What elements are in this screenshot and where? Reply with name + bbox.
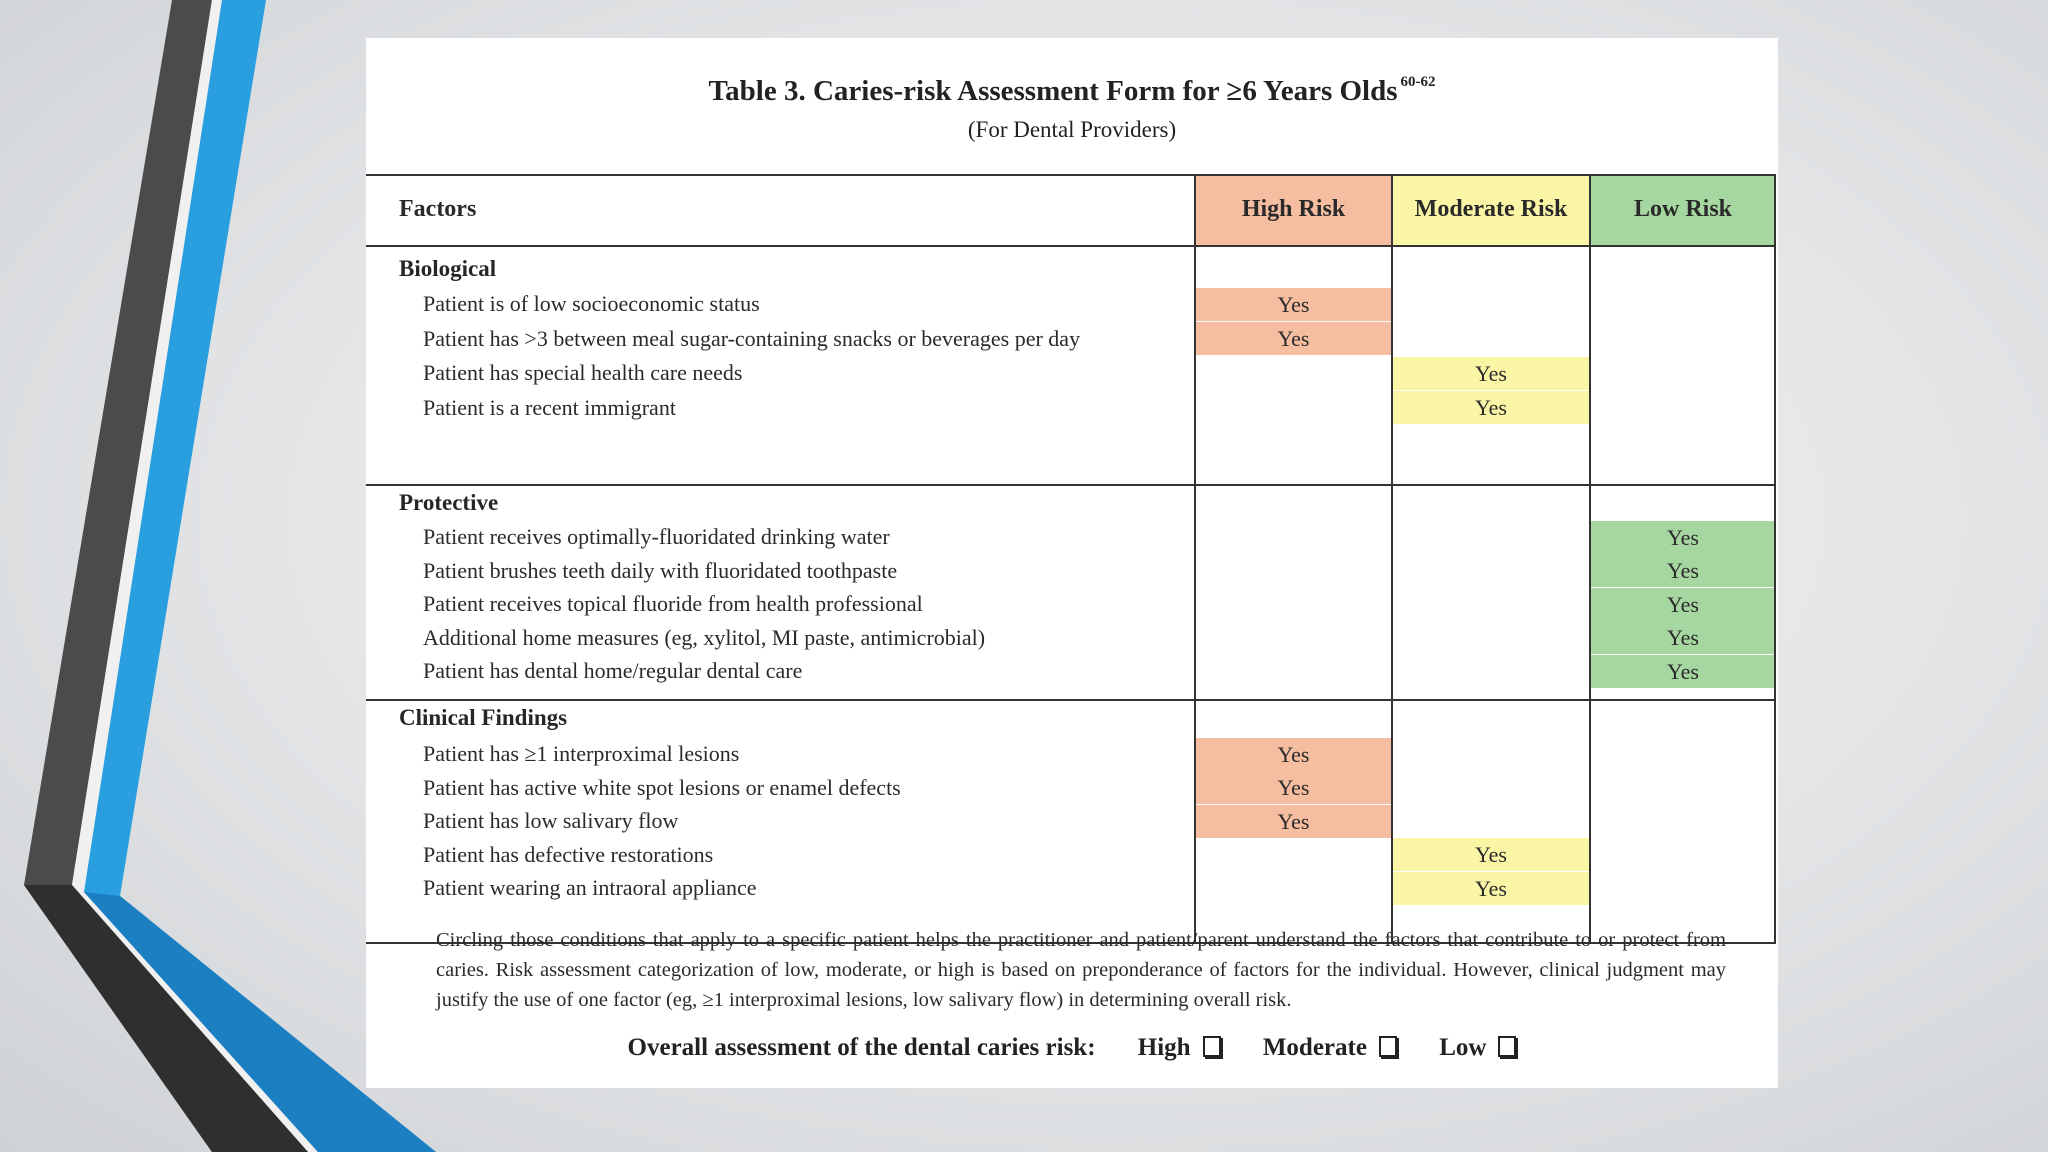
checkbox-moderate[interactable] xyxy=(1379,1036,1397,1057)
checkbox-low[interactable] xyxy=(1498,1036,1516,1057)
overall-assessment-label: Overall assessment of the dental caries risk: xyxy=(627,1034,1096,1061)
table-rule-top xyxy=(366,174,1776,176)
section-label: Clinical Findings xyxy=(399,705,568,730)
table-title-text: Table 3. Caries-risk Assessment Form for ≥6 Years Olds xyxy=(708,75,1398,107)
table-rule-section xyxy=(366,484,1776,486)
factor-text: Patient wearing an intraoral appliance xyxy=(423,875,757,900)
yes-moderate-cell: Yes xyxy=(1392,391,1590,424)
yes-low-cell: Yes xyxy=(1590,621,1776,654)
option-moderate-label: Moderate xyxy=(1262,1034,1367,1061)
header-low-risk-label: Low Risk xyxy=(1633,196,1733,222)
yes-low-cell: Yes xyxy=(1590,554,1776,587)
option-low[interactable] xyxy=(1439,1034,1516,1061)
factor-text: Additional home measures (eg, xylitol, MI paste, antimicrobial) xyxy=(423,624,986,650)
overall-assessment xyxy=(366,1034,1778,1062)
section-label: Biological xyxy=(399,256,497,281)
yes-high-cell: Yes xyxy=(1195,288,1392,321)
yes-moderate-cell: Yes xyxy=(1392,357,1590,390)
factor-text: Patient has low salivary flow xyxy=(423,808,679,833)
column-divider xyxy=(1391,174,1393,944)
footnote: Circling those conditions that apply to a specific patient helps the practitioner and patient/parent understand the factors that contribute to or protect from caries. Risk assessment categorization of low, moderate, or high is based on preponderance of factors for the individual. However, clinical judgment may justify the use of one factor (eg, ≥1 interproximal lesions, low salivary flow) in determining overall risk. xyxy=(436,929,1726,1011)
option-moderate[interactable] xyxy=(1263,1034,1397,1061)
factor-text: Patient brushes teeth daily with fluoridated toothpaste xyxy=(423,557,898,583)
factor-text: Patient is a recent immigrant xyxy=(423,394,676,420)
header-high-risk xyxy=(1195,174,1392,246)
header-moderate-risk xyxy=(1392,174,1590,246)
yes-moderate-cell: Yes xyxy=(1392,838,1590,871)
table-rule-section xyxy=(366,699,1776,701)
yes-low-cell: Yes xyxy=(1590,521,1776,554)
title-block xyxy=(366,62,1778,147)
header-factors-label: Factors xyxy=(399,196,477,222)
document-page xyxy=(366,38,1778,1088)
factor-text: Patient has active white spot lesions or enamel defects xyxy=(423,774,901,800)
yes-high-cell: Yes xyxy=(1195,805,1392,838)
yes-high-cell: Yes xyxy=(1195,771,1392,804)
header-low-risk xyxy=(1590,174,1776,246)
option-high[interactable] xyxy=(1138,1034,1221,1061)
title-reference: 60-62 xyxy=(1400,74,1436,90)
factor-text: Patient receives optimally-fluoridated drinking water xyxy=(423,524,890,549)
risk-table xyxy=(366,174,1778,944)
yes-moderate-cell: Yes xyxy=(1392,872,1590,905)
column-divider xyxy=(1194,174,1196,944)
factor-text: Patient has special health care needs xyxy=(423,360,743,385)
factor-text: Patient receives topical fluoride from health professional xyxy=(423,591,923,616)
header-factors xyxy=(366,174,1195,246)
section-label: Protective xyxy=(399,490,499,515)
header-high-risk-label: High Risk xyxy=(1241,196,1346,222)
option-low-label: Low xyxy=(1439,1034,1487,1061)
yes-low-cell: Yes xyxy=(1590,655,1776,688)
factor-text: Patient has dental home/regular dental care xyxy=(423,658,803,683)
factor-text: Patient has defective restorations xyxy=(423,841,714,867)
table-rule-header xyxy=(366,245,1776,247)
factor-text: Patient has ≥1 interproximal lesions xyxy=(423,741,740,766)
column-divider xyxy=(1774,174,1776,944)
factor-text: Patient has >3 between meal sugar-containing snacks or beverages per day xyxy=(423,325,1081,351)
checkbox-high[interactable] xyxy=(1203,1036,1221,1057)
table-subtitle: (For Dental Providers) xyxy=(967,117,1177,142)
header-moderate-risk-label: Moderate Risk xyxy=(1414,196,1568,222)
yes-low-cell: Yes xyxy=(1590,588,1776,621)
factor-text: Patient is of low socioeconomic status xyxy=(423,291,760,316)
yes-high-cell: Yes xyxy=(1195,738,1392,771)
option-high-label: High xyxy=(1137,1034,1191,1061)
column-divider xyxy=(1589,174,1591,944)
table-title xyxy=(366,62,1778,111)
yes-high-cell: Yes xyxy=(1195,322,1392,355)
